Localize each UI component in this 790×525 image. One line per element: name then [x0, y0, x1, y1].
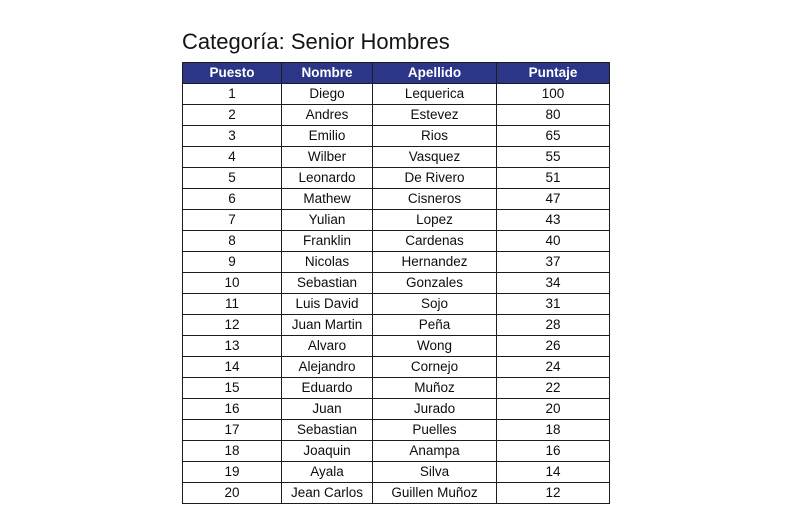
- cell-puntaje: 47: [497, 189, 610, 210]
- cell-apellido: Vasquez: [373, 147, 497, 168]
- column-header-apellido: Apellido: [373, 63, 497, 84]
- cell-puesto: 3: [183, 126, 282, 147]
- cell-nombre: Diego: [282, 84, 373, 105]
- cell-puesto: 7: [183, 210, 282, 231]
- cell-apellido: Guillen Muñoz: [373, 483, 497, 504]
- cell-apellido: Cisneros: [373, 189, 497, 210]
- cell-puesto: 6: [183, 189, 282, 210]
- cell-nombre: Andres: [282, 105, 373, 126]
- cell-puesto: 14: [183, 357, 282, 378]
- cell-puesto: 12: [183, 315, 282, 336]
- table-row: [183, 126, 610, 147]
- cell-puesto: 18: [183, 441, 282, 462]
- cell-puesto: 16: [183, 399, 282, 420]
- cell-puntaje: 28: [497, 315, 610, 336]
- cell-puntaje: 20: [497, 399, 610, 420]
- cell-puntaje: 55: [497, 147, 610, 168]
- cell-nombre: Franklin: [282, 231, 373, 252]
- cell-puntaje: 24: [497, 357, 610, 378]
- cell-puntaje: 100: [497, 84, 610, 105]
- cell-nombre: Ayala: [282, 462, 373, 483]
- cell-apellido: Cardenas: [373, 231, 497, 252]
- cell-nombre: Juan: [282, 399, 373, 420]
- cell-puesto: 19: [183, 462, 282, 483]
- cell-nombre: Emilio: [282, 126, 373, 147]
- cell-puntaje: 34: [497, 273, 610, 294]
- cell-apellido: Sojo: [373, 294, 497, 315]
- cell-nombre: Nicolas: [282, 252, 373, 273]
- column-header-nombre: Nombre: [282, 63, 373, 84]
- cell-puntaje: 80: [497, 105, 610, 126]
- cell-nombre: Joaquin: [282, 441, 373, 462]
- table-row: [183, 483, 610, 504]
- cell-puntaje: 51: [497, 168, 610, 189]
- cell-puesto: 15: [183, 378, 282, 399]
- table-row: [183, 357, 610, 378]
- cell-puesto: 8: [183, 231, 282, 252]
- cell-puesto: 10: [183, 273, 282, 294]
- cell-puesto: 17: [183, 420, 282, 441]
- cell-apellido: Hernandez: [373, 252, 497, 273]
- cell-apellido: Puelles: [373, 420, 497, 441]
- cell-nombre: Luis David: [282, 294, 373, 315]
- table-row: [183, 84, 610, 105]
- cell-apellido: Muñoz: [373, 378, 497, 399]
- cell-nombre: Eduardo: [282, 378, 373, 399]
- cell-nombre: Juan Martin: [282, 315, 373, 336]
- cell-nombre: Mathew: [282, 189, 373, 210]
- table-body: [183, 84, 610, 504]
- cell-puesto: 1: [183, 84, 282, 105]
- cell-puesto: 11: [183, 294, 282, 315]
- table-row: [183, 189, 610, 210]
- cell-puntaje: 37: [497, 252, 610, 273]
- cell-puntaje: 16: [497, 441, 610, 462]
- cell-puntaje: 14: [497, 462, 610, 483]
- cell-puesto: 5: [183, 168, 282, 189]
- cell-nombre: Alejandro: [282, 357, 373, 378]
- cell-puntaje: 26: [497, 336, 610, 357]
- header-row: [183, 63, 610, 84]
- table-row: [183, 147, 610, 168]
- cell-puesto: 13: [183, 336, 282, 357]
- cell-apellido: Jurado: [373, 399, 497, 420]
- cell-puntaje: 65: [497, 126, 610, 147]
- table-row: [183, 441, 610, 462]
- table-row: [183, 462, 610, 483]
- cell-apellido: Lequerica: [373, 84, 497, 105]
- cell-apellido: Wong: [373, 336, 497, 357]
- cell-puesto: 2: [183, 105, 282, 126]
- cell-nombre: Sebastian: [282, 420, 373, 441]
- cell-apellido: Cornejo: [373, 357, 497, 378]
- cell-apellido: Anampa: [373, 441, 497, 462]
- cell-apellido: De Rivero: [373, 168, 497, 189]
- cell-puntaje: 40: [497, 231, 610, 252]
- cell-nombre: Alvaro: [282, 336, 373, 357]
- cell-puntaje: 31: [497, 294, 610, 315]
- cell-apellido: Peña: [373, 315, 497, 336]
- table-row: [183, 420, 610, 441]
- standings-table: [182, 62, 610, 504]
- column-header-puesto: Puesto: [183, 63, 282, 84]
- cell-nombre: Yulian: [282, 210, 373, 231]
- column-header-puntaje: Puntaje: [497, 63, 610, 84]
- cell-puesto: 20: [183, 483, 282, 504]
- cell-nombre: Sebastian: [282, 273, 373, 294]
- table-row: [183, 315, 610, 336]
- table-row: [183, 336, 610, 357]
- cell-nombre: Leonardo: [282, 168, 373, 189]
- table-row: [183, 105, 610, 126]
- cell-nombre: Wilber: [282, 147, 373, 168]
- page-title: Categoría: Senior Hombres: [182, 29, 450, 54]
- cell-puesto: 4: [183, 147, 282, 168]
- table-row: [183, 399, 610, 420]
- table-header: [183, 63, 610, 84]
- table-row: [183, 210, 610, 231]
- cell-nombre: Jean Carlos: [282, 483, 373, 504]
- cell-apellido: Lopez: [373, 210, 497, 231]
- table-row: [183, 231, 610, 252]
- cell-puntaje: 12: [497, 483, 610, 504]
- table-row: [183, 252, 610, 273]
- cell-puntaje: 18: [497, 420, 610, 441]
- table-row: [183, 378, 610, 399]
- table-row: [183, 168, 610, 189]
- cell-apellido: Gonzales: [373, 273, 497, 294]
- cell-apellido: Silva: [373, 462, 497, 483]
- cell-puntaje: 43: [497, 210, 610, 231]
- cell-puesto: 9: [183, 252, 282, 273]
- cell-puntaje: 22: [497, 378, 610, 399]
- cell-apellido: Estevez: [373, 105, 497, 126]
- table-row: [183, 273, 610, 294]
- cell-apellido: Rios: [373, 126, 497, 147]
- table-row: [183, 294, 610, 315]
